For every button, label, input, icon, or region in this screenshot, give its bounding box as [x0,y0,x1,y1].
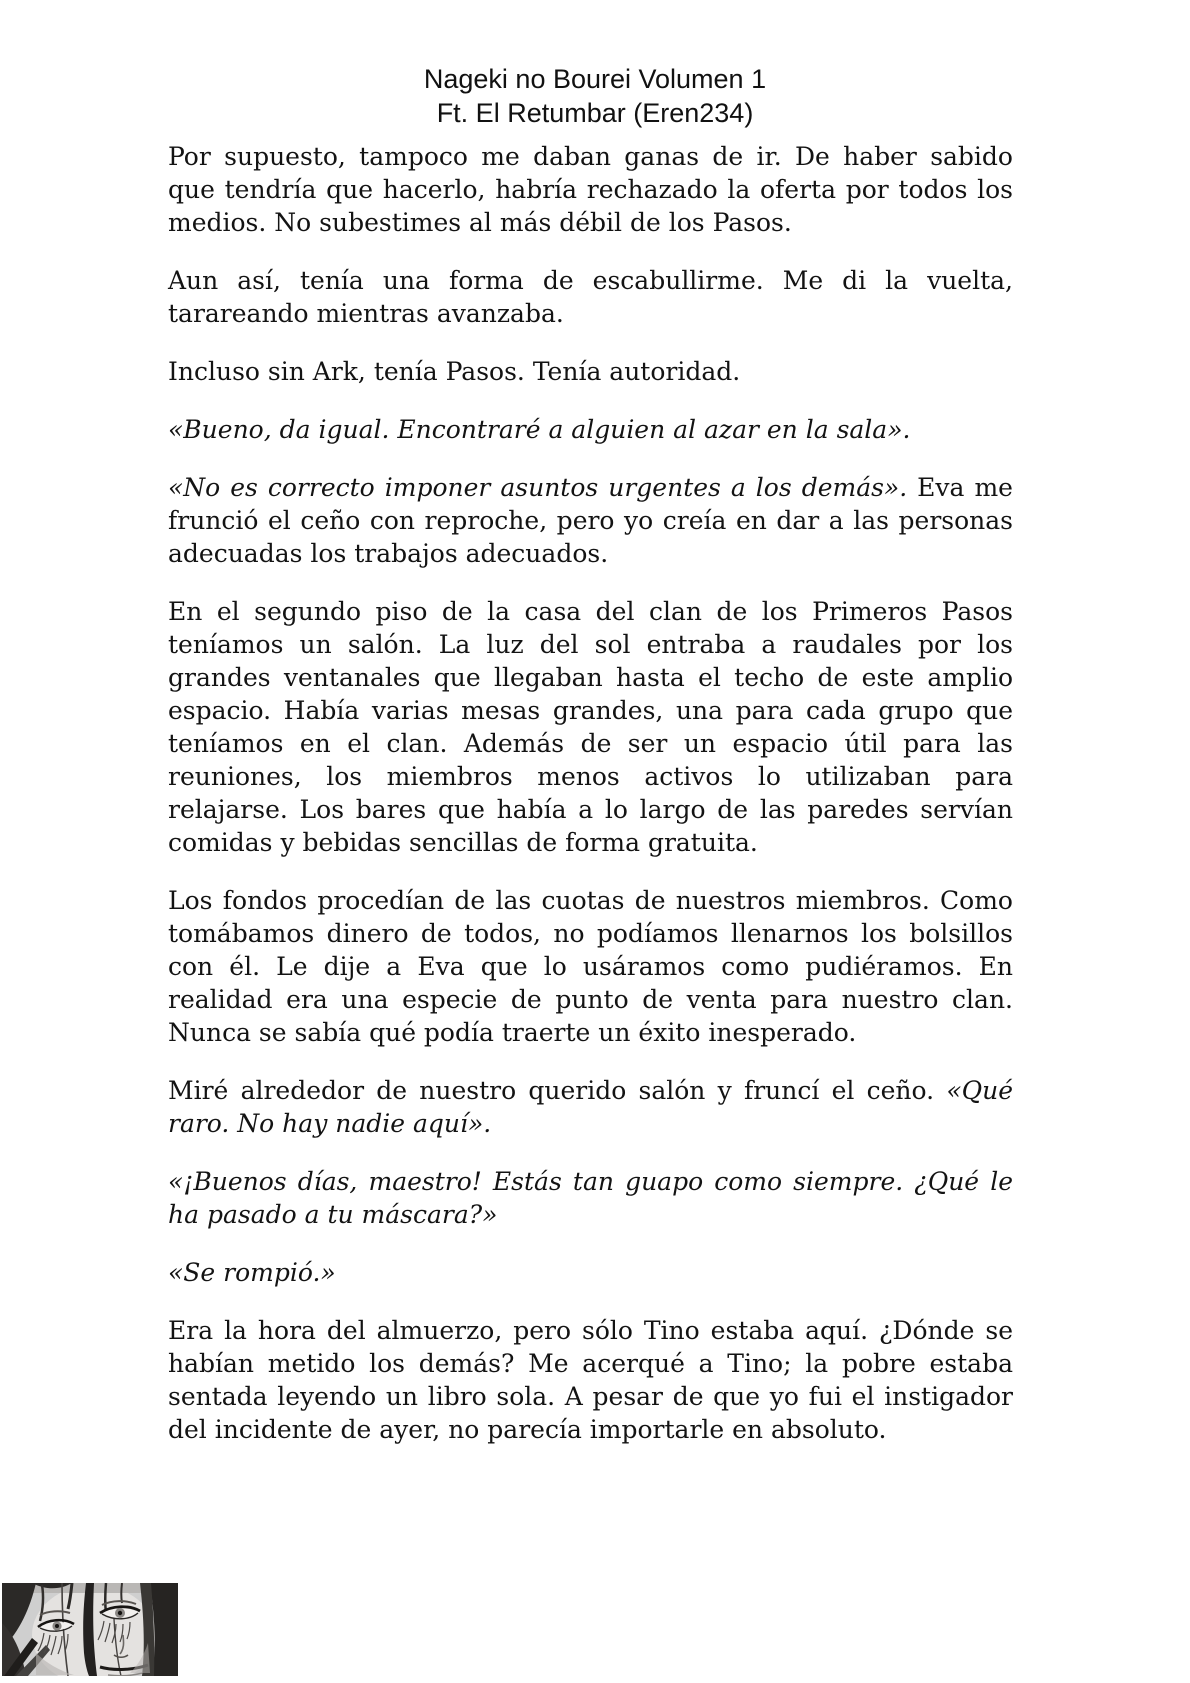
paragraph [168,1165,1013,1231]
text-segment: Por supuesto, tampoco me daban ganas de ir. De haber sabido que tendría que hacerlo, habría rechazado la oferta por todos los medios. No subestimes al más débil de los Pasos. [168,142,1013,237]
paragraph [168,355,1013,388]
manga-illustration [2,1583,178,1676]
paragraph [168,595,1013,859]
italic-text-segment: «Se rompió.» [168,1258,336,1287]
italic-text-segment: «No es correcto imponer asuntos urgentes a los demás». [168,473,908,502]
text-segment: Miré alrededor de nuestro querido salón y fruncí el ceño. [168,1076,947,1105]
text-segment: Eva me frunció el ceño con reproche, pero yo creía en dar a las personas adecuadas los trabajos adecuados. [168,473,1013,568]
italic-text-segment: «¡Buenos días, maestro! Estás tan guapo como siempre. ¿Qué le ha pasado a tu máscara?» [168,1167,1013,1229]
paragraph [168,264,1013,330]
paragraph [168,884,1013,1049]
text-segment: Los fondos procedían de las cuotas de nuestros miembros. Como tomábamos dinero de todos, no podíamos llenarnos los bolsillos con él. Le dije a Eva que lo usáramos como pudiéramos. En realidad era una especie de punto de venta para nuestro clan. Nunca se sabía qué podía traerte un éxito inesperado. [168,886,1013,1047]
text-segment: En el segundo piso de la casa del clan de los Primeros Pasos teníamos un salón. La luz del sol entraba a raudales por los grandes ventanales que llegaban hasta el techo de este amplio espacio. Había varias mesas grandes, una para cada grupo que teníamos en el clan. Además de ser un espacio útil para las reuniones, los miembros menos activos lo utilizaban para relajarse. Los bares que había a lo largo de las paredes servían comidas y bebidas sencillas de forma gratuita. [168,597,1013,857]
paragraph [168,413,1013,446]
paragraph [168,1074,1013,1140]
paragraph [168,1256,1013,1289]
manga-face-drawing [2,1583,178,1676]
text-segment: Era la hora del almuerzo, pero sólo Tino estaba aquí. ¿Dónde se habían metido los demás? Me acerqué a Tino; la pobre estaba sentada leyendo un libro sola. A pesar de que yo fui el instigador del incidente de ayer, no parecía importarle en absoluto. [168,1316,1013,1444]
document-header [0,0,1190,130]
paragraph [168,140,1013,239]
text-segment: Aun así, tenía una forma de escabullirme. Me di la vuelta, tarareando mientras avanzaba. [168,266,1013,328]
italic-text-segment: «Qué raro. No hay nadie aquí». [168,1076,1013,1138]
page-title: Nageki no Bourei Volumen 1 [423,64,767,94]
paragraph [168,1314,1013,1446]
page-subtitle: Ft. El Retumbar (Eren234) [436,98,754,128]
italic-text-segment: «Bueno, da igual. Encontraré a alguien al azar en la sala». [168,415,911,444]
text-segment: Incluso sin Ark, tenía Pasos. Tenía autoridad. [168,357,741,386]
document-body [168,140,1013,1446]
paragraph [168,471,1013,570]
